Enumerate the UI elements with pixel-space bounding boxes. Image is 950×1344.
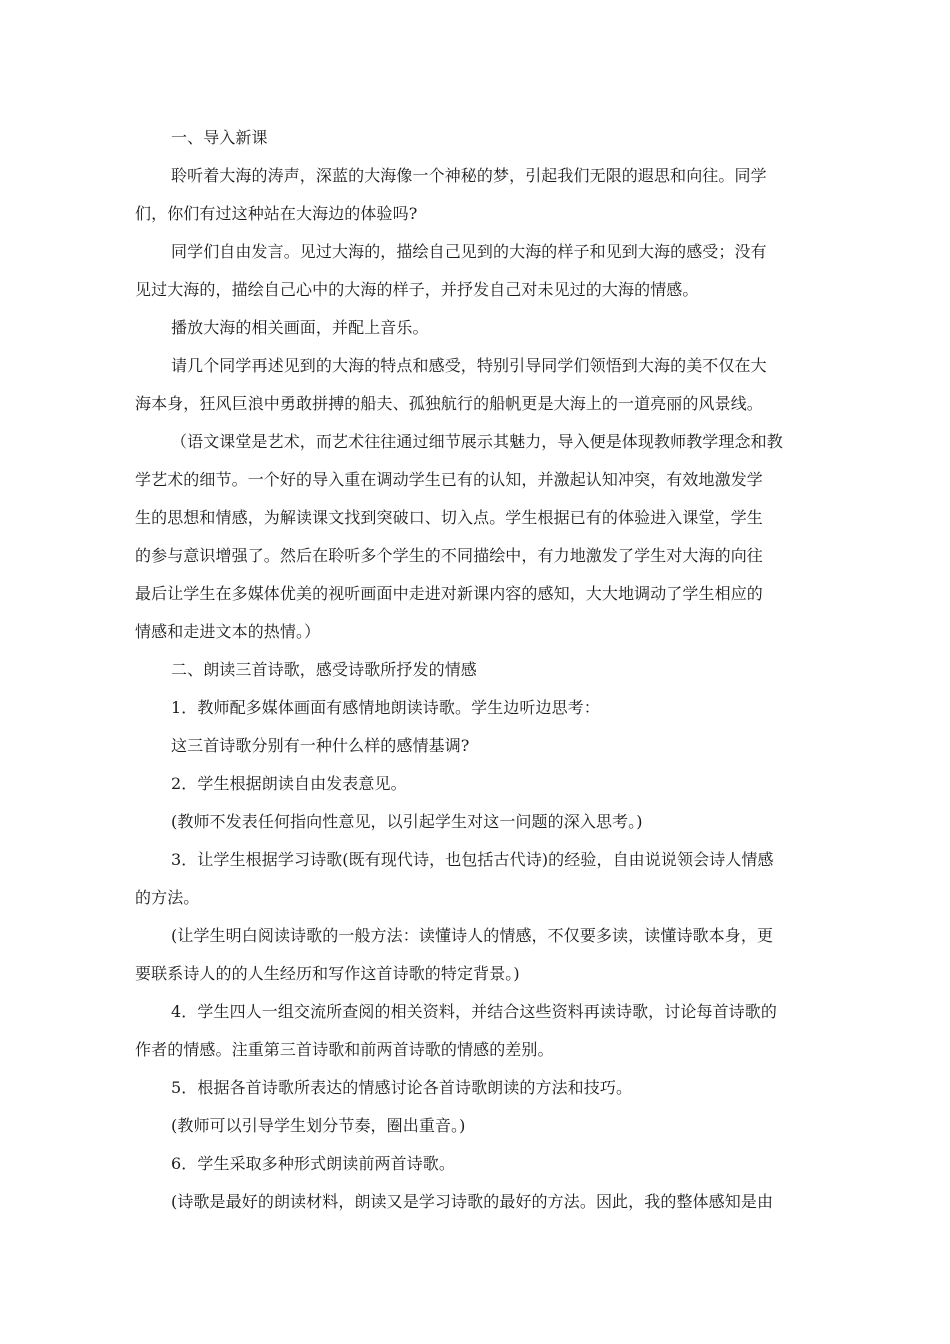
- text-line: 1．教师配多媒体画面有感情地朗读诗歌。学生边听边思考：: [171, 698, 600, 717]
- text-line: 6．学生采取多种形式朗读前两首诗歌。: [171, 1154, 455, 1173]
- text-line: 见过大海的，描绘自己心中的大海的样子，并抒发自己对未见过的大海的情感。: [135, 280, 699, 299]
- text-line: 作者的情感。注重第三首诗歌和前两首诗歌的情感的差别。: [135, 1040, 554, 1059]
- text-line: (教师可以引导学生划分节奏，圈出重音。): [171, 1116, 466, 1135]
- text-line: 的方法。: [135, 888, 200, 907]
- text-line: 学艺术的细节。一个好的导入重在调动学生已有的认知，并激起认知冲突，有效地激发学: [135, 470, 763, 489]
- text-line: 同学们自由发言。见过大海的，描绘自己见到的大海的样子和见到大海的感受；没有: [171, 242, 767, 261]
- text-line: 要联系诗人的的人生经历和写作这首诗歌的特定背景。): [135, 964, 520, 983]
- text-line: (诗歌是最好的朗读材料，朗读又是学习诗歌的最好的方法。因此，我的整体感知是由: [171, 1192, 774, 1211]
- text-line: （语文课堂是艺术，而艺术往往通过细节展示其魅力，导入便是体现教师教学理念和教: [171, 432, 783, 451]
- text-line: 5．根据各首诗歌所表达的情感讨论各首诗歌朗读的方法和技巧。: [171, 1078, 633, 1097]
- text-line: 情感和走进文本的热情。）: [135, 622, 321, 641]
- text-line: 生的思想和情感，为解读课文找到突破口、切入点。学生根据已有的体验进入课堂，学生: [135, 508, 763, 527]
- text-line: 们，你们有过这种站在大海边的体验吗?: [135, 204, 418, 223]
- text-line: 这三首诗歌分别有一种什么样的感情基调?: [171, 736, 470, 755]
- text-line: 播放大海的相关画面，并配上音乐。: [171, 318, 429, 337]
- section-heading-2: 二、朗读三首诗歌，感受诗歌所抒发的情感: [171, 660, 477, 679]
- text-line: 的参与意识增强了。然后在聆听多个学生的不同描绘中，有力地激发了学生对大海的向往: [135, 546, 763, 565]
- text-line: (让学生明白阅读诗歌的一般方法：读懂诗人的情感，不仅要多读，读懂诗歌本身，更: [171, 926, 774, 945]
- text-line: 请几个同学再述见到的大海的特点和感受，特别引导同学们领悟到大海的美不仅在大: [171, 356, 767, 375]
- document-body: [135, 119, 807, 1221]
- text-line: 最后让学生在多媒体优美的视听画面中走进对新课内容的感知，大大地调动了学生相应的: [135, 584, 763, 603]
- section-heading-1: 一、导入新课: [171, 128, 268, 147]
- text-line: 聆听着大海的涛声，深蓝的大海像一个神秘的梦，引起我们无限的遐思和向往。同学: [171, 166, 767, 185]
- text-line: 海本身，狂风巨浪中勇敢拼搏的船夫、孤独航行的船帆更是大海上的一道亮丽的风景线。: [135, 394, 763, 413]
- text-line: (教师不发表任何指向性意见，以引起学生对这一问题的深入思考。): [171, 812, 643, 831]
- text-line: 4．学生四人一组交流所查阅的相关资料，并结合这些资料再读诗歌，讨论每首诗歌的: [171, 1002, 777, 1021]
- text-line: 2．学生根据朗读自由发表意见。: [171, 774, 407, 793]
- text-line: 3．让学生根据学习诗歌(既有现代诗，也包括古代诗)的经验，自由说说领会诗人情感: [171, 850, 774, 869]
